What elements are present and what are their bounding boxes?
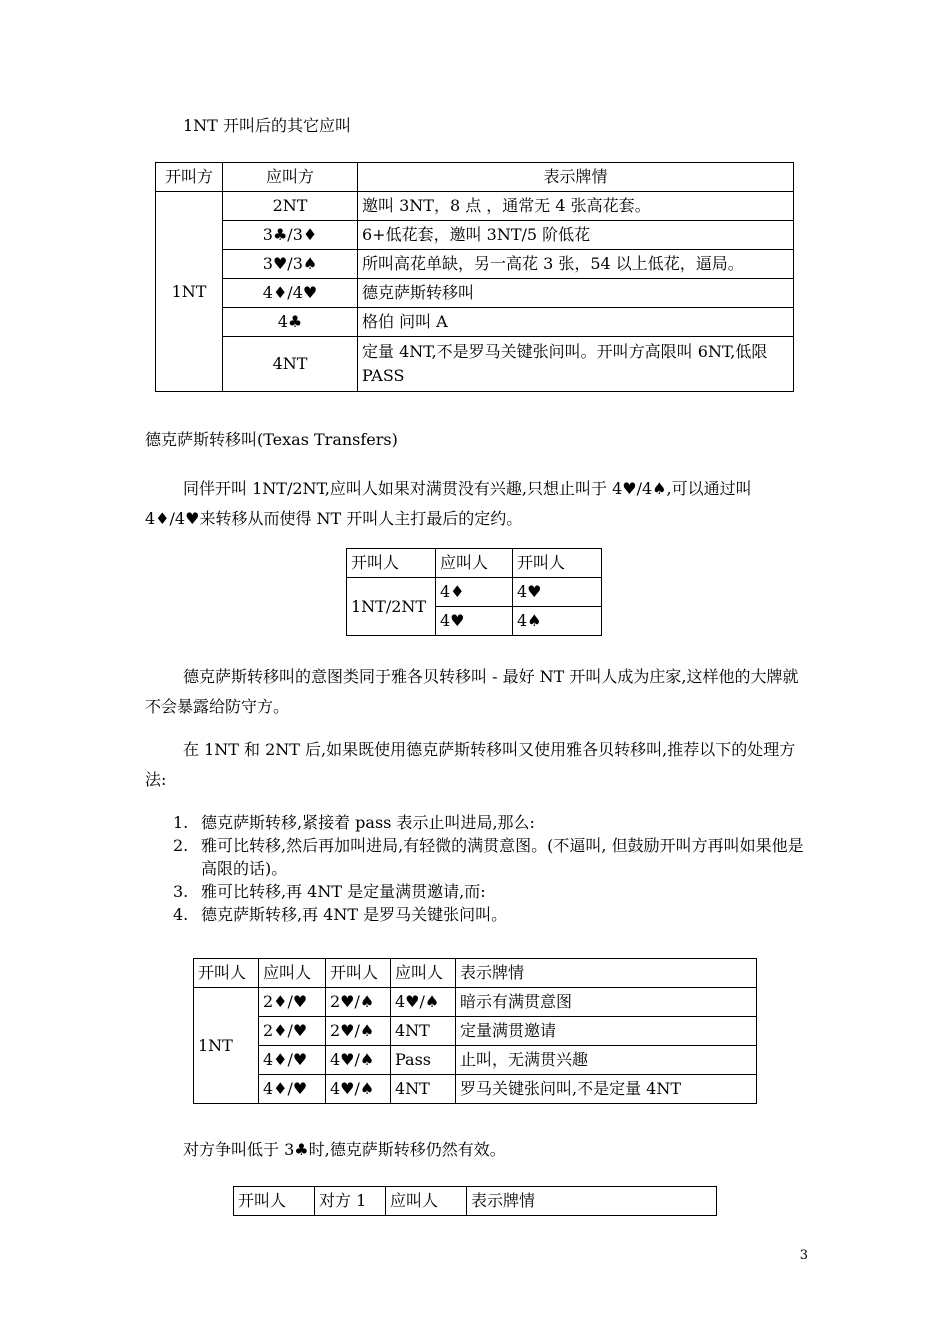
meaning-cell: 定量满贯邀请 [456,1017,757,1046]
list-item [145,880,808,903]
bid-cell: Pass [391,1046,456,1075]
table-header-row [156,163,794,192]
bid-cell: 4NT [391,1075,456,1104]
header-cell: 对方 1 [315,1187,386,1216]
list-text: 雅可比转移,再 4NT 是定量满贯邀请,而: [201,882,486,901]
rebid-cell: 4♥ [513,578,602,607]
list-number: 3. [173,882,189,901]
header-cell: 表示牌情 [358,163,794,192]
table-row [194,1017,757,1046]
table-row [156,192,794,221]
meaning-cell: 邀叫 3NT，8 点 ，通常无 4 张高花套。 [358,192,794,221]
list-text: 德克萨斯转移,再 4NT 是罗马关键张问叫。 [201,905,508,924]
meaning-cell: 格伯 问叫 A [358,308,794,337]
response-cell: 4♦ [436,578,513,607]
paragraph: 德克萨斯转移叫的意图类同于雅各贝转移叫 - 最好 NT 开叫人成为庄家,这样他的大牌就不会暴露给防守方。 [145,667,799,716]
table-row [194,1046,757,1075]
list-item [145,811,808,834]
header-cell: 开叫人 [513,549,602,578]
meaning-cell: 定量 4NT,不是罗马关键张问叫。开叫方高限叫 6NT,低限 PASS [358,337,794,392]
meaning-cell: 6+低花套，邀叫 3NT/5 阶低花 [358,221,794,250]
header-cell: 开叫方 [156,163,223,192]
response-cell: 4♦/4♥ [223,279,358,308]
numbered-list [145,811,808,926]
table-row [156,250,794,279]
opener-cell: 1NT/2NT [347,578,436,636]
list-number: 4. [173,905,189,924]
table-row [347,578,602,607]
table-row [156,337,794,392]
interference-table [233,1186,717,1216]
header-cell: 开叫人 [326,959,391,988]
meaning-cell: 罗马关键张问叫,不是定量 4NT [456,1075,757,1104]
table-row [194,1075,757,1104]
header-cell: 应叫人 [391,959,456,988]
list-item [145,903,808,926]
table-row [156,279,794,308]
paragraph: 对方争叫低于 3♣时,德克萨斯转移仍然有效。 [183,1140,506,1159]
table-header-row [194,959,757,988]
table-row [156,221,794,250]
response-cell: 3♣/3♦ [223,221,358,250]
bid-cell: 4♦/♥ [259,1046,326,1075]
transfer-sequence-table [193,958,757,1104]
texas-transfer-table [346,548,602,636]
list-text: 德克萨斯转移,紧接着 pass 表示止叫进局,那么: [201,813,535,832]
header-cell: 开叫人 [194,959,259,988]
table-header-row [347,549,602,578]
section-heading-other-responses: 1NT 开叫后的其它应叫 [183,116,351,135]
bid-cell: 2♦/♥ [259,988,326,1017]
response-cell: 4♥ [436,607,513,636]
opener-cell: 1NT [194,988,259,1104]
responses-table [155,162,794,392]
paragraph: 同伴开叫 1NT/2NT,应叫人如果对满贯没有兴趣,只想止叫于 4♥/4♠,可以通过叫 4♦/4♥来转移从而使得 NT 开叫人主打最后的定约。 [145,479,752,528]
list-text: 雅可比转移,然后再加叫进局,有轻微的满贯意图。(不逼叫, 但鼓励开叫方再叫如果他是高限的话)。 [201,836,804,878]
opener-cell: 1NT [156,192,223,392]
section-heading-texas-transfers: 德克萨斯转移叫(Texas Transfers) [145,430,398,449]
bid-cell: 4♦/♥ [259,1075,326,1104]
meaning-cell: 德克萨斯转移叫 [358,279,794,308]
header-cell: 开叫人 [347,549,436,578]
meaning-cell: 所叫高花单缺，另一高花 3 张，54 以上低花，逼局。 [358,250,794,279]
response-cell: 3♥/3♠ [223,250,358,279]
table-header-row [234,1187,717,1216]
header-cell: 表示牌情 [456,959,757,988]
meaning-cell: 止叫，无满贯兴趣 [456,1046,757,1075]
bid-cell: 4NT [391,1017,456,1046]
header-cell: 应叫方 [223,163,358,192]
page-number: 3 [799,1248,808,1263]
response-cell: 2NT [223,192,358,221]
list-number: 2. [173,836,189,855]
rebid-cell: 4♠ [513,607,602,636]
bid-cell: 2♥/♠ [326,1017,391,1046]
response-cell: 4NT [223,337,358,392]
bid-cell: 4♥/♠ [326,1075,391,1104]
list-item [145,834,808,880]
list-number: 1. [173,813,189,832]
paragraph: 在 1NT 和 2NT 后,如果既使用德克萨斯转移叫又使用雅各贝转移叫,推荐以下的处理方法: [145,740,796,789]
bid-cell: 4♥/♠ [326,1046,391,1075]
bid-cell: 2♦/♥ [259,1017,326,1046]
bid-cell: 2♥/♠ [326,988,391,1017]
table-row [194,988,757,1017]
bid-cell: 4♥/♠ [391,988,456,1017]
header-cell: 应叫人 [436,549,513,578]
table-row [156,308,794,337]
meaning-cell: 暗示有满贯意图 [456,988,757,1017]
header-cell: 应叫人 [259,959,326,988]
header-cell: 开叫人 [234,1187,315,1216]
header-cell: 应叫人 [386,1187,467,1216]
response-cell: 4♣ [223,308,358,337]
header-cell: 表示牌情 [467,1187,717,1216]
